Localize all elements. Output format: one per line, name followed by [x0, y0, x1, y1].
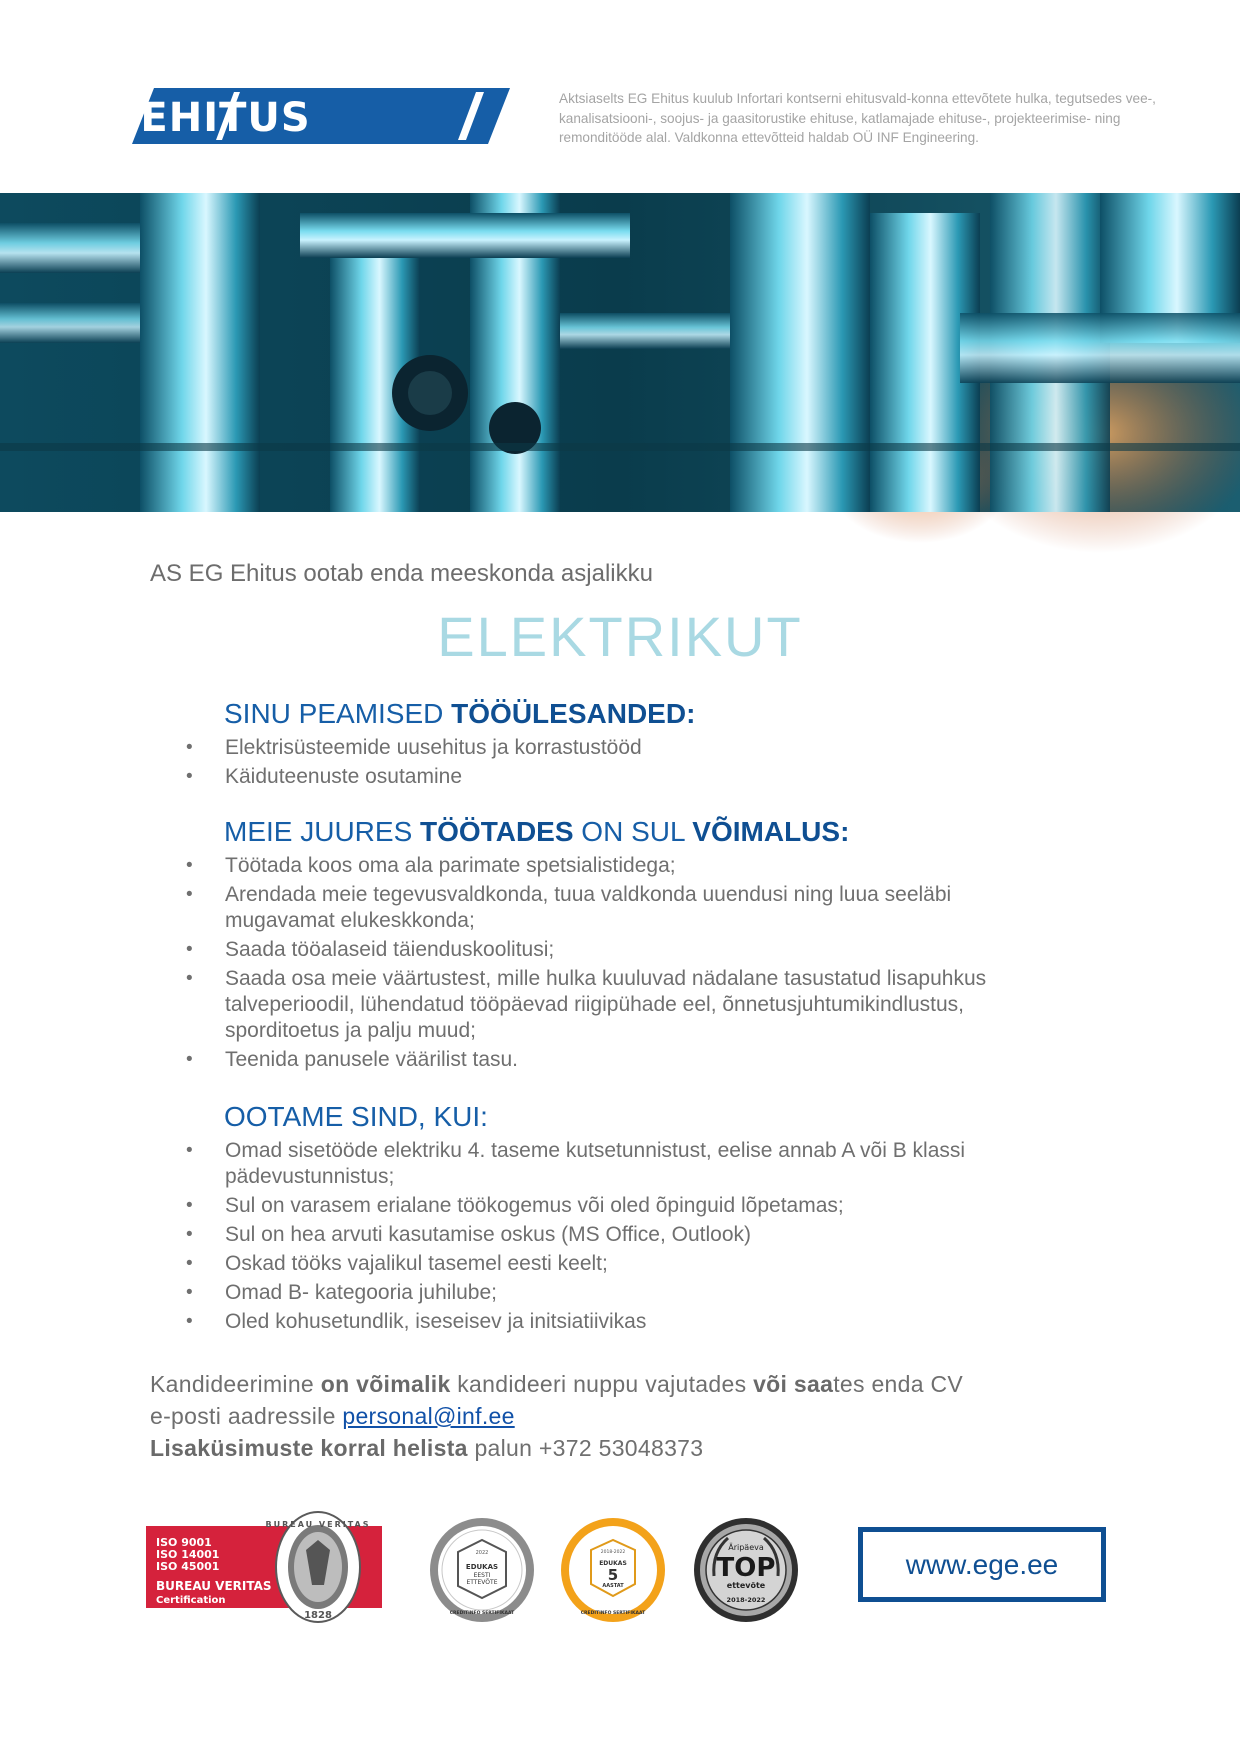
edukas-ettevote-badge	[428, 1516, 536, 1629]
logo-eg-text: EG EHITUS	[63, 95, 311, 141]
bv-iso-14001: ISO 14001	[156, 1548, 220, 1561]
list-item: • Saada osa meie väärtustest, mille hulka kuuluvad nädalane tasustatud lisapuhkus talveperioodil, lühendatud tööpäevad riigipühade eel, õnnetusjuhtumikindlustus, sporditoetus ja palju muud;	[150, 966, 1050, 1044]
bv-iso-9001: ISO 9001	[156, 1536, 212, 1549]
tasks-heading	[224, 695, 1050, 733]
offer-section	[150, 813, 1050, 1076]
badge3-years: 2018-2022	[726, 1596, 766, 1604]
offer-list	[150, 853, 1050, 1073]
contact-phone: palun +372 53048373	[467, 1435, 704, 1461]
contact-text-bold: või saa	[753, 1371, 834, 1397]
list-item: • Teenida panusele väärilist tasu.	[150, 1047, 1050, 1073]
offer-heading-part: MEIE JUURES	[224, 816, 421, 847]
contact-text: kandideeri nuppu vajutades	[450, 1371, 754, 1397]
website-link[interactable]: www.ege.ee	[858, 1527, 1106, 1602]
job-title: ELEKTRIKUT	[437, 605, 803, 668]
badge1-line2: EESTI	[473, 1572, 491, 1579]
email-link[interactable]: personal@inf.ee	[342, 1403, 515, 1429]
badge1-ring: CREDITINFO SERTIFIKAAT	[449, 1611, 515, 1616]
list-item: • Saada tööalaseid täienduskoolitusi;	[150, 937, 1050, 963]
badge2-line2: AASTAT	[602, 1583, 624, 1589]
bv-iso-45001: ISO 45001	[156, 1560, 220, 1573]
contact-text-bold: on võimalik	[320, 1371, 451, 1397]
requirements-section	[150, 1098, 1050, 1338]
offer-heading-bold: VÕIMALUS:	[692, 816, 850, 847]
badge1-line1: EDUKAS	[465, 1563, 499, 1571]
tasks-section	[150, 695, 1050, 793]
tasks-heading-part: SINU PEAMISED	[224, 698, 452, 729]
badge2-year: 2018-2022	[600, 1550, 626, 1555]
contact-line-phone	[150, 1432, 1150, 1464]
contact-line-apply	[150, 1368, 1150, 1400]
list-item: • Omad B- kategooria juhilube;	[150, 1280, 1050, 1306]
contact-text: tes enda CV	[833, 1371, 964, 1397]
badge3-line3: ettevõte	[726, 1581, 766, 1590]
company-logo	[63, 86, 510, 146]
offer-heading	[224, 813, 1050, 851]
bv-certification: Certification	[156, 1595, 226, 1606]
bv-name: BUREAU VERITAS	[156, 1579, 272, 1593]
badge1-line3: ETTEVÕTE	[466, 1579, 498, 1586]
offer-heading-part: ON SUL	[573, 816, 693, 847]
company-intro: Aktsiaselts EG Ehitus kuulub Infortari kontserni ehitusvald-konna ettevõtete hulka, tegutsedes vee-, kanalisatsiooni-, soojus- ja gaasitorustike ehituse, katlamajade ehituse-, projekteerimise- ning remonditööde alal. Valdkonna ettevõtteid haldab OÜ INF Engineering.	[559, 91, 1156, 145]
contact-block	[150, 1368, 1150, 1464]
offer-heading-bold: TÖÖTADES	[420, 816, 574, 847]
badge2-number: 5	[607, 1566, 619, 1584]
ad-lead: AS EG Ehitus ootab enda meeskonda asjalikku	[150, 560, 653, 587]
list-item: • Käiduteenuste osutamine	[150, 764, 1050, 790]
contact-line-email	[150, 1400, 1150, 1432]
edukas-5-aastat-badge	[559, 1516, 667, 1629]
list-item: • Sul on hea arvuti kasutamise oskus (MS Office, Outlook)	[150, 1222, 1050, 1248]
contact-text: Kandideerimine	[150, 1371, 321, 1397]
badge1-year: 2022	[475, 1550, 489, 1556]
list-item: • Omad sisetööde elektriku 4. taseme kutsetunnistust, eelise annab A või B klassi pädevustunnistus;	[150, 1138, 1050, 1190]
bv-ring-text: BUREAU VERITAS	[265, 1520, 371, 1529]
list-item: • Arendada meie tegevusvaldkonda, tuua valdkonda uuendusi ning luua seeläbi mugavamat elukeskkonda;	[150, 882, 1050, 934]
list-item: • Oskad tööks vajalikul tasemel eesti keelt;	[150, 1251, 1050, 1277]
tasks-heading-bold: TÖÖÜLESANDED:	[451, 698, 696, 729]
bureau-veritas-badge	[146, 1510, 382, 1629]
tasks-list	[150, 735, 1050, 790]
badge2-ring: CREDITINFO SERTIFIKAAT	[580, 1611, 646, 1616]
requirements-heading: OOTAME SIND, KUI:	[224, 1101, 488, 1132]
badge2-line1: EDUKAS	[599, 1560, 627, 1567]
contact-text-bold: Lisaküsimuste korral helista	[150, 1435, 468, 1461]
bv-year: 1828	[304, 1610, 332, 1621]
hero-image	[0, 193, 1240, 512]
badge3-line1: Äripäeva	[728, 1543, 764, 1552]
list-item: • Elektrisüsteemide uusehitus ja korrastustööd	[150, 735, 1050, 761]
list-item: • Oled kohusetundlik, iseseisev ja initsiatiivikas	[150, 1309, 1050, 1335]
list-item: • Sul on varasem erialane töökogemus või oled õpinguid lõpetamas;	[150, 1193, 1050, 1219]
requirements-list	[150, 1138, 1050, 1335]
list-item: • Töötada koos oma ala parimate spetsialistidega;	[150, 853, 1050, 879]
aripaeva-top-badge	[692, 1516, 800, 1629]
contact-text: e-posti aadressile	[150, 1403, 343, 1429]
badge3-top: TOP	[716, 1553, 776, 1583]
